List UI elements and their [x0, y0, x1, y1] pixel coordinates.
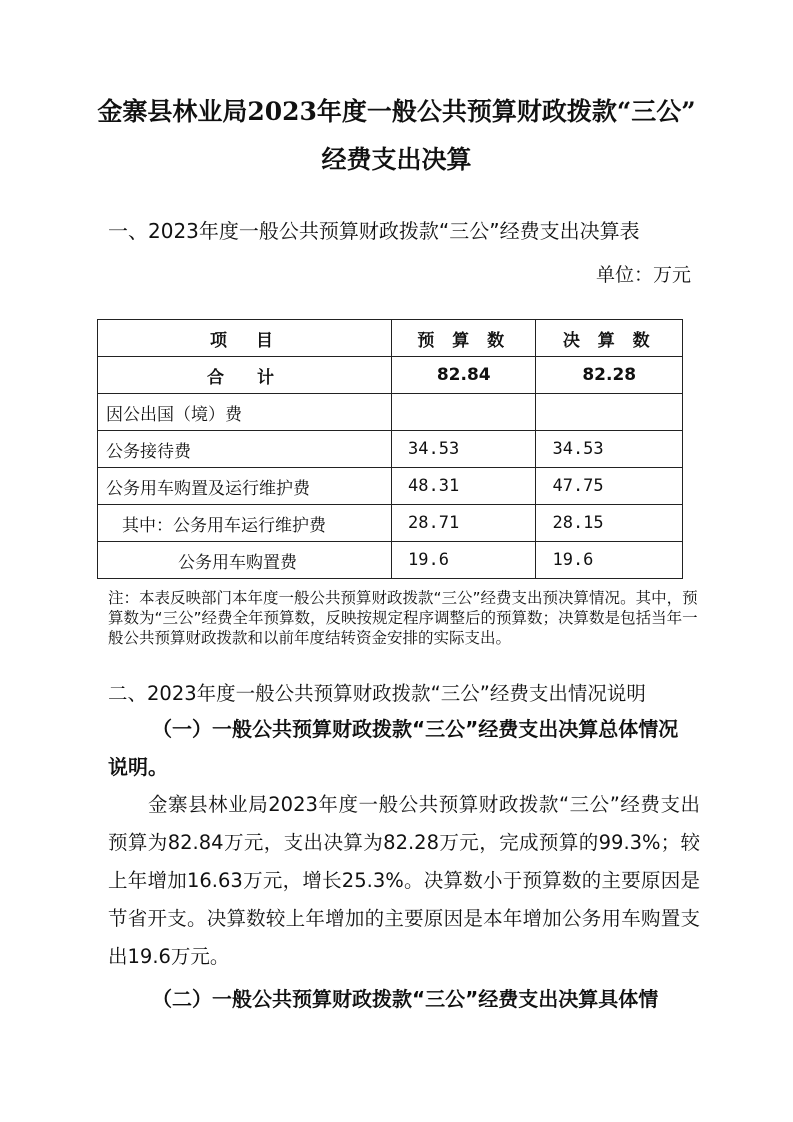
row-actual [536, 394, 683, 431]
row-budget: 34.53 [392, 431, 536, 468]
row-label: 公务用车购置及运行维护费 [98, 468, 392, 505]
header-actual: 决 算 数 [536, 320, 683, 357]
row-budget [392, 394, 536, 431]
section1-heading: 一、2023年度一般公共预算财政拨款“三公”经费支出决算表 [108, 219, 640, 243]
table-row [98, 468, 683, 505]
row-actual: 47.75 [536, 468, 683, 505]
row-label: 公务用车购置费 [98, 542, 392, 579]
body-paragraph: 金寨县林业局2023年度一般公共预算财政拨款“三公”经费支出预算为82.84万元，支出决算为82.28万元，完成预算的99.3%；较上年增加16.63万元，增长25.3%。决算数小于预算数的主要原因是节省开支。决算数较上年增加的主要原因是本年增加公务用车购置支出19.6万元。 [108, 793, 700, 968]
document-title-line1: 金寨县林业局2023年度一般公共预算财政拨款“三公” [97, 97, 696, 126]
row-actual: 19.6 [536, 542, 683, 579]
header-item: 项 目 [98, 320, 392, 357]
total-label: 合 计 [98, 357, 392, 394]
row-actual: 34.53 [536, 431, 683, 468]
section2-heading: 二、2023年度一般公共预算财政拨款“三公”经费支出情况说明 [108, 682, 646, 705]
table-row-total [98, 357, 683, 394]
row-label: 其中：公务用车运行维护费 [98, 505, 392, 542]
three-public-expenses-table [97, 319, 683, 579]
subheading-overall: （一）一般公共预算财政拨款“三公”经费支出决算总体情况说明。 [108, 717, 679, 779]
table-note: 注：本表反映部门本年度一般公共预算财政拨款“三公”经费支出预决算情况。其中，预算数为“三公”经费全年预算数，反映按规定程序调整后的预算数；决算数是包括当年一般公共预算财政拨款和以前年度结转资金安排的实际支出。 [108, 589, 698, 647]
table-row [98, 394, 683, 431]
total-actual: 82.28 [536, 357, 683, 394]
header-budget: 预 算 数 [392, 320, 536, 357]
row-budget: 28.71 [392, 505, 536, 542]
row-actual: 28.15 [536, 505, 683, 542]
subheading-details: （二）一般公共预算财政拨款“三公”经费支出决算具体情 [152, 987, 659, 1011]
row-label: 公务接待费 [98, 431, 392, 468]
table-row [98, 505, 683, 542]
document-title-line2: 经费支出决算 [321, 145, 472, 174]
row-budget: 48.31 [392, 468, 536, 505]
row-budget: 19.6 [392, 542, 536, 579]
table-row [98, 431, 683, 468]
table-header-row [98, 320, 683, 357]
total-budget: 82.84 [392, 357, 536, 394]
row-label: 因公出国（境）费 [98, 394, 392, 431]
unit-label: 单位：万元 [595, 264, 691, 286]
table-row [98, 542, 683, 579]
